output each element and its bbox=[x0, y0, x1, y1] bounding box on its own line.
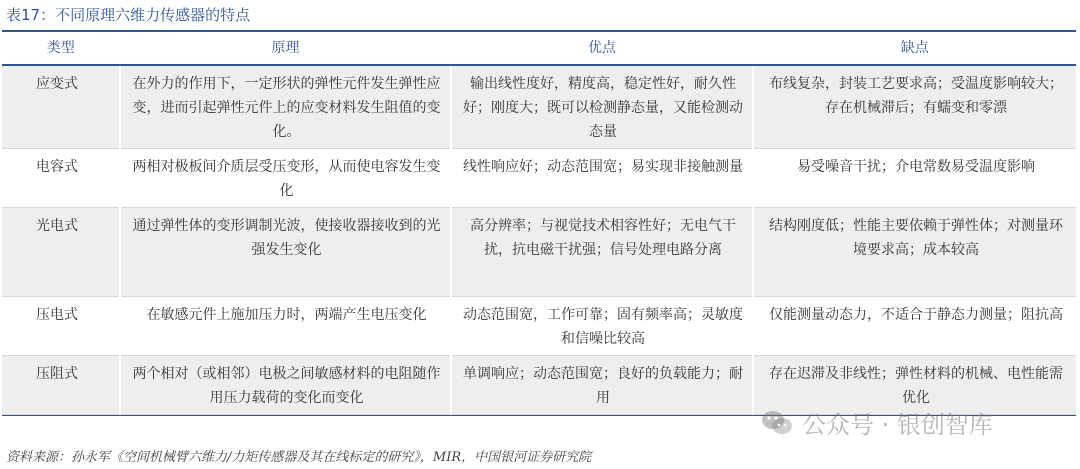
table-caption: 表17：不同原理六维力传感器的特点 bbox=[6, 6, 251, 24]
cell-principle: 在敏感元件上施加压力时，两端产生电压变化 bbox=[120, 297, 451, 356]
cell-disadvantages: 仅能测量动态力，不适合于静态力测量；阻抗高 bbox=[753, 297, 1076, 356]
characteristics-table bbox=[2, 30, 1076, 416]
cell-type: 应变式 bbox=[2, 65, 120, 149]
cell-advantages: 单调响应；动态范围宽；良好的负载能力；耐用 bbox=[451, 356, 753, 415]
cell-advantages: 输出线性度好，精度高，稳定性好，耐久性好；刚度大；既可以检测静态量，又能检测动态量 bbox=[451, 65, 753, 149]
cell-advantages: 动态范围宽，工作可靠；固有频率高；灵敏度和信噪比较高 bbox=[451, 297, 753, 356]
header-advantages: 优点 bbox=[451, 32, 753, 65]
cell-type: 光电式 bbox=[2, 208, 120, 297]
cell-principle: 两个相对（或相邻）电极之间敏感材料的电阻随作用压力载荷的变化而变化 bbox=[120, 356, 451, 415]
cell-principle: 两相对极板间介质层受压变形，从而使电容发生变化 bbox=[120, 149, 451, 208]
table-row bbox=[2, 149, 1076, 208]
cell-type: 电容式 bbox=[2, 149, 120, 208]
header-disadvantages: 缺点 bbox=[753, 32, 1076, 65]
cell-disadvantages: 结构刚度低；性能主要依赖于弹性体；对测量环境要求高；成本较高 bbox=[753, 208, 1076, 297]
table-row bbox=[2, 356, 1076, 415]
table-row bbox=[2, 297, 1076, 356]
table-row bbox=[2, 208, 1076, 297]
cell-advantages: 高分辨率；与视觉技术相容性好；无电气干扰，抗电磁干扰强；信号处理电路分离 bbox=[451, 208, 753, 297]
cell-principle: 在外力的作用下，一定形状的弹性元件发生弹性应变，进而引起弹性元件上的应变材料发生阻值的变化。 bbox=[120, 65, 451, 149]
comparison-table bbox=[2, 32, 1076, 415]
cell-advantages: 线性响应好；动态范围宽；易实现非接触测量 bbox=[451, 149, 753, 208]
cell-type: 压阻式 bbox=[2, 356, 120, 415]
cell-type: 压电式 bbox=[2, 297, 120, 356]
cell-disadvantages: 易受噪音干扰；介电常数易受温度影响 bbox=[753, 149, 1076, 208]
cell-principle: 通过弹性体的变形调制光波，使接收器接收到的光强发生变化 bbox=[120, 208, 451, 297]
header-type: 类型 bbox=[2, 32, 120, 65]
source-note: 资料来源：孙永军《空间机械臂六维力/力矩传感器及其在线标定的研究》，MIR，中国银河证券研究院 bbox=[6, 450, 592, 465]
cell-disadvantages: 存在迟滞及非线性；弹性材料的机械、电性能需优化 bbox=[753, 356, 1076, 415]
header-principle: 原理 bbox=[120, 32, 451, 65]
header-row bbox=[2, 32, 1076, 65]
table-row bbox=[2, 65, 1076, 149]
cell-disadvantages: 布线复杂，封装工艺要求高；受温度影响较大；存在机械滞后；有蠕变和零漂 bbox=[753, 65, 1076, 149]
watermark-text: 公众号 · 银创智库 bbox=[802, 411, 993, 439]
table-bottom-rule bbox=[2, 415, 1076, 416]
